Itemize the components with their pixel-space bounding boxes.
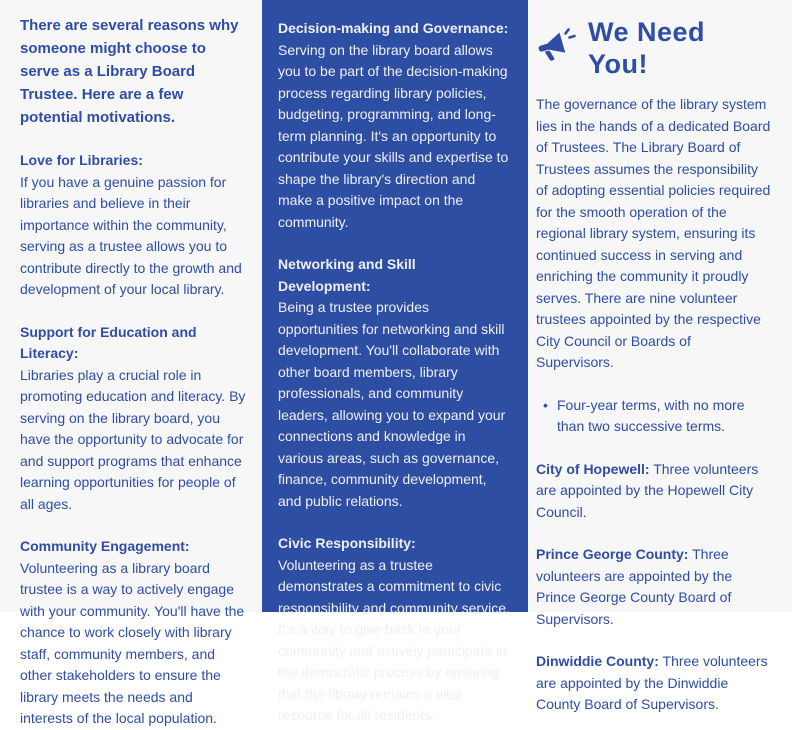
bullet-dot: • [543, 396, 548, 413]
section-community-engagement [20, 536, 248, 730]
governance-intro: The governance of the library system lies in the hands of a dedicated Board of Trustees. The Library Board of Trustees assumes the responsibility of adopting essential policies required for the smooth operation of the regional library system, ensuring its continued success in serving and enriching the community it proudly serves. There are nine volunteer trustees appointed by the respective City Council or Boards of Supervisors. [536, 96, 771, 370]
section-body: Volunteering as a library board trustee is a way to actively engage with your community. You'll have the chance to work closely with library staff, community members, and other stakeholders to ensure the library meets the needs and interests of the local population. [20, 559, 245, 726]
list-item [536, 395, 772, 438]
section-heading: Community Engagement: [20, 538, 190, 554]
entry-text: Three volunteers are appointed by the Prince George County Board of Supervisors. [536, 546, 733, 627]
intro-text: There are several reasons why someone might choose to serve as a Library Board Trustee. Here are a few potential motivations. [20, 17, 239, 126]
megaphone-icon [536, 28, 576, 69]
page-title: We Need You! [588, 17, 706, 79]
section-body: Serving on the library board allows you to be part of the decision-making process regarding library policies, budgeting, programming, and long-term planning. It's an opportunity to contribute your skills and expertise to shape the library's direction and make a positive impact on the community. [278, 41, 509, 230]
entry-label: Dinwiddie County: [536, 653, 659, 669]
middle-column [262, 0, 528, 723]
bullet-text: Four-year terms, with no more than two successive terms. [557, 396, 745, 434]
section-education-literacy [20, 322, 248, 516]
section-body: Libraries play a crucial role in promoting education and literacy. By serving on the library board, you have the opportunity to advocate for and support programs that enhance learning opportunities for people of all ages. [20, 366, 246, 512]
section-heading: Civic Responsibility: [278, 535, 416, 551]
section-heading: Decision-making and Governance: [278, 20, 509, 36]
entry-label: Prince George County: [536, 546, 689, 562]
entry-text: Three volunteers are appointed by the Hopewell City Council. [536, 460, 759, 520]
section-civic-responsibility [278, 533, 512, 727]
title-row [536, 12, 772, 80]
section-body: Volunteering as a trustee demonstrates a commitment to civic responsibility and community service. It's a way to give back to your community and actively participate in the democratic process by ensuring that the library remains a vital resource for all residents. [278, 556, 510, 723]
section-love-for-libraries [20, 150, 248, 301]
right-column [528, 0, 792, 712]
section-decision-making [278, 18, 512, 233]
section-heading: Love for Libraries: [20, 152, 143, 168]
section-networking [278, 254, 512, 512]
entry-prince-george [536, 544, 772, 630]
entry-hopewell [536, 459, 772, 524]
section-body: Being a trustee provides opportunities for networking and skill development. You'll collaborate with other board members, library professionals, and community leaders, allowing you to expand your connections and knowledge in various areas, such as governance, finance, community development, and public relations. [278, 299, 506, 509]
entry-dinwiddie [536, 651, 772, 716]
section-body: If you have a genuine passion for libraries and believe in their importance within the community, serving as a trustee allows you to contribute directly to the growth and development of your local library. [20, 173, 242, 297]
section-heading: Networking and Skill Development: [278, 256, 416, 294]
entry-label: City of Hopewell: [536, 460, 650, 477]
section-heading: Support for Education and Literacy: [20, 323, 197, 361]
left-column [0, 0, 262, 726]
terms-bullet-list [536, 395, 772, 438]
entry-text: Three volunteers are appointed by the Dinwiddie County Board of Supervisors. [536, 653, 768, 712]
